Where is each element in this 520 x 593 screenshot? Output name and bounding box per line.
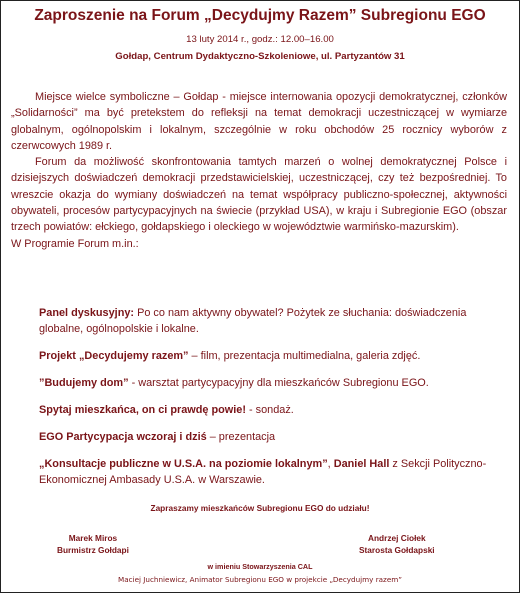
program-item-title: ”Budujemy dom” (39, 377, 129, 389)
program-item-project (39, 348, 509, 364)
footer-organization: w imieniu Stowarzyszenia CAL (207, 562, 313, 571)
program-item-text: – prezentacja (206, 431, 276, 443)
signer-role: Starosta Gołdapski (359, 544, 435, 555)
speaker-name: Daniel Hall (333, 458, 390, 470)
signature-starost (359, 533, 435, 556)
program-item-title: Projekt „Decydujemy razem” (39, 350, 189, 362)
program-item-text: , (327, 458, 334, 470)
program-intro: W Programie Forum m.in.: (11, 237, 139, 250)
body-paragraph-2: Forum da możliwość skonfrontowania tamtych marzeń o wolnej demokratycznej Polsce i dzisiejszych doświadczeń demokracji przedstawicielskiej, uczestniczącej, czy też bezpośredniej. To wreszcie okazja do wymiany doświadczeń na temat współpracy publiczno-społecznej, aktywności obywateli, procesów partycypacyjnych na świecie (przykład USA), w kraju i Subregionie EGO (obszar trzech powiatów: ełckiego, gołdapskiego i oleckiego w województwie warmińsko-mazurskim). (11, 156, 507, 234)
footer-animator: Maciej Juchniewicz, Animator Subregionu EGO w projekcie „Decydujmy razem” (118, 575, 402, 584)
event-location: Gołdap, Centrum Dydaktyczno-Szkoleniowe, ul. Partyzantów 31 (115, 51, 405, 62)
event-date: 13 luty 2014 r., godz.: 12.00–16.00 (186, 34, 334, 45)
program-item-consultations (39, 456, 509, 488)
program-item-presentation (39, 429, 509, 445)
program-item-workshop (39, 375, 509, 391)
signer-role: Burmistrz Gołdapi (57, 544, 129, 555)
speaker-affiliation: z Sekcji Polityczno-Ekonomicznej Ambasady U.S.A. w Warszawie. (39, 458, 487, 487)
program-item-title: Panel dyskusyjny: (39, 307, 135, 319)
program-item-text: – film, prezentacja multimedialna, galeria zdjęć. (188, 350, 421, 362)
body-paragraph-1: Miejsce wielce symboliczne – Gołdap - miejsce internowania opozycji demokratycznej, członków „Solidarności” ma być pretekstem do refleksji na temat demokracji uczestniczącej w wymiarze globalnym, ogólnopolskim i lokalnym, szczególnie w roku obchodów 25 rocznicy wyborów z czerwcowych 1989 r. (11, 91, 507, 152)
signer-name: Andrzej Ciołek (367, 533, 426, 543)
program-item-title: EGO Partycypacja wczoraj i dziś (39, 431, 207, 443)
program-item-title: „Konsultacje publiczne w U.S.A. na poziomie lokalnym” (39, 458, 328, 470)
program-item-panel (39, 305, 509, 337)
program-item-text: - warsztat partycypacyjny dla mieszkańców Subregionu EGO. (128, 377, 429, 389)
invitation-body (11, 89, 507, 252)
program-item-text: Po co nam aktywny obywatel? Pożytek ze słuchania: doświadczenia globalne, ogólnopolskie i lokalne. (39, 307, 467, 336)
signer-name: Marek Miros (68, 533, 118, 543)
signature-mayor (57, 533, 129, 556)
program-item-text: - sondaż. (246, 404, 294, 416)
closing-invitation: Zapraszamy mieszkańców Subregionu EGO do udziału! (150, 503, 370, 513)
program-item-survey (39, 402, 509, 418)
invitation-title: Zaproszenie na Forum „Decydujmy Razem” Subregionu EGO (34, 7, 486, 24)
program-item-title: Spytaj mieszkańca, on ci prawdę powie! (39, 404, 246, 416)
